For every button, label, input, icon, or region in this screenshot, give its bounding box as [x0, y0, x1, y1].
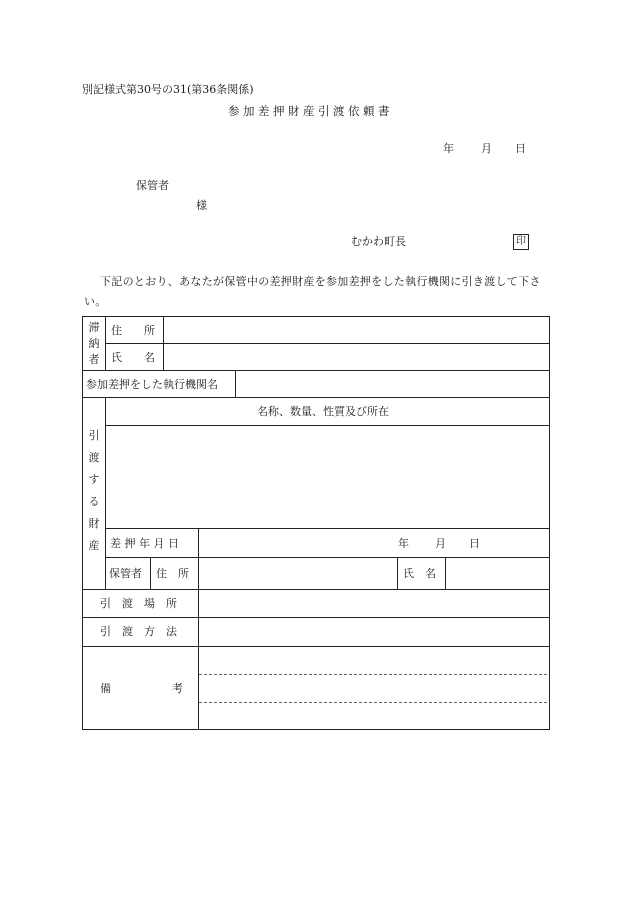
seizure-date-day: 日	[469, 537, 480, 550]
delinquent-vertical-label: 滞 納 者	[88, 321, 100, 366]
keeper-name-label: 氏 名	[403, 567, 436, 580]
seizure-date-month: 月	[435, 537, 446, 550]
property-header: 名称、数量、性質及び所在	[257, 405, 389, 418]
date-month-label: 月	[481, 142, 492, 155]
delivery-method-label: 引 渡 方 法	[100, 625, 177, 638]
address-label: 住 所	[111, 324, 155, 337]
remarks-label-1: 備	[100, 682, 111, 695]
date-day-label: 日	[515, 142, 526, 155]
delivery-place-label: 引 渡 場 所	[100, 597, 177, 610]
sender-name: むかわ町長	[351, 235, 406, 248]
date-year-label: 年	[443, 142, 454, 155]
form-reference: 別記様式第30号の31(第36条関係)	[82, 83, 254, 96]
addressee-holder-label: 保管者	[136, 179, 169, 192]
seizure-date-label: 差 押 年 月 日	[110, 537, 179, 550]
property-vertical-label: 引 渡 す る 財 産	[88, 429, 100, 552]
keeper-label: 保管者	[109, 567, 142, 580]
seizure-date-year: 年	[398, 537, 409, 550]
name-label: 氏 名	[111, 351, 155, 364]
keeper-address-label: 住 所	[156, 567, 189, 580]
seal-stamp: 印	[513, 234, 529, 250]
addressee-honorific: 様	[196, 199, 207, 212]
remarks-label-2: 考	[172, 682, 183, 695]
body-paragraph: 下記のとおり、あなたが保管中の差押財産を参加差押をした執行機関に引き渡して下さい。	[84, 275, 541, 308]
document-title: 参加差押財産引渡依頼書	[228, 104, 393, 118]
agency-label: 参加差押をした執行機関名	[86, 378, 218, 391]
